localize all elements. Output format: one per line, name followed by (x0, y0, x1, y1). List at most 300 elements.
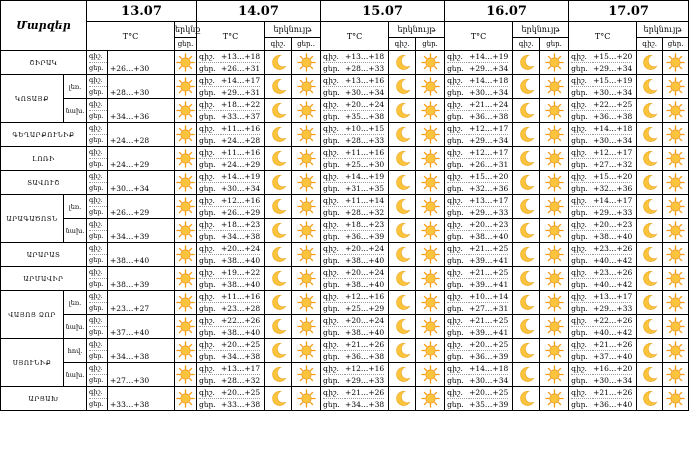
night-label: գիշ. (323, 340, 339, 349)
night-label: գիշ. (199, 220, 215, 229)
day-temp: +28…+33 (345, 64, 385, 73)
night-temp: +13…+17 (469, 196, 509, 205)
temp-range: +37…+40 (110, 327, 150, 337)
temp-range (569, 147, 637, 171)
temp-range (321, 243, 389, 267)
region-column-header: Մարզեր (1, 1, 87, 51)
sun-icon (663, 291, 689, 315)
moon-icon (637, 123, 663, 147)
day-label: ցեր. (199, 374, 221, 386)
temp-range (445, 147, 513, 171)
day-temp: +35…+38 (345, 112, 385, 121)
spacer (110, 364, 174, 375)
temp-values (469, 339, 508, 362)
sun-icon (292, 123, 321, 147)
day-temp: +30…+34 (469, 376, 509, 385)
temp-values (593, 195, 632, 218)
temp-values (345, 147, 384, 170)
sun-icon (175, 315, 197, 339)
time-labels (571, 219, 593, 242)
day-label: ցեր. (323, 134, 345, 146)
table-row (1, 267, 689, 291)
night-temp: +12…+16 (221, 196, 261, 205)
time-labels (199, 339, 221, 362)
night-temp: +23…+26 (593, 268, 633, 277)
sun-icon (663, 51, 689, 75)
temp-wrap (571, 51, 636, 74)
day-temp: +24…+28 (221, 136, 261, 145)
night-temp: +12…+17 (469, 148, 509, 157)
sun-icon (175, 267, 197, 291)
sun-icon (540, 99, 569, 123)
temp-wrap (447, 291, 512, 314)
night-label: գիշ. (89, 340, 103, 348)
night-label: գիշ. (571, 52, 587, 61)
night-label: գիշ. (199, 364, 215, 373)
day-temp: +33…+37 (221, 112, 261, 121)
sun-icon (416, 195, 445, 219)
night-label: գիշ. (89, 388, 103, 396)
sun-icon (292, 219, 321, 243)
sun-icon (175, 123, 197, 147)
table-row (1, 51, 689, 75)
spacer (110, 172, 174, 183)
time-labels (447, 291, 469, 314)
temp-header: T°C (197, 22, 265, 51)
temp-wrap (447, 51, 512, 74)
temp-values (345, 75, 384, 98)
temp-values (221, 195, 260, 218)
day-label: ցեր. (199, 278, 221, 290)
day-label: ցեր. (199, 134, 221, 146)
spacer (110, 52, 174, 63)
subregion-label: լեռ. (64, 75, 87, 99)
temp-values (593, 99, 632, 122)
spacer (110, 220, 174, 231)
temp-range (569, 291, 637, 315)
night-temp: +20…+24 (345, 100, 385, 109)
time-labels (323, 387, 345, 410)
temp-wrap (447, 147, 512, 170)
time-labels (447, 339, 469, 362)
time-labels (199, 99, 221, 122)
day-label: ցեր. (323, 110, 345, 122)
region-name: ԳԵՂԱՐՔՈՒՆԻՔ (1, 123, 87, 147)
night-label: գիշ. (199, 268, 215, 277)
table-row (1, 387, 689, 411)
night-label: գիշ. (447, 340, 463, 349)
temp-values (469, 267, 508, 290)
temp-wrap (323, 363, 388, 386)
sun-icon (292, 147, 321, 171)
night-temp: +20…+24 (345, 316, 385, 325)
region-name: ԱՐՄԱՎԻՐ (1, 267, 87, 291)
time-labels (571, 99, 593, 122)
temp-wrap (199, 171, 264, 194)
night-label: գիշ. (89, 148, 103, 156)
night-temp: +22…+26 (221, 316, 261, 325)
day-temp: +25…+30 (345, 160, 385, 169)
table-row (1, 99, 689, 123)
night-temp: +15…+19 (593, 76, 633, 85)
sun-icon (292, 363, 321, 387)
sun-icon (540, 219, 569, 243)
temp-header: T°C (445, 22, 513, 51)
moon-icon (265, 219, 292, 243)
moon-icon (389, 243, 416, 267)
day-temp: +30…+34 (593, 88, 633, 97)
region-name: ԱՐԱԳԱԾՈՏՆ (1, 195, 64, 243)
night-subheader: գիշ. (389, 38, 416, 51)
night-temp: +20…+24 (221, 244, 261, 253)
temp-wrap (323, 267, 388, 290)
temp-values (221, 243, 260, 266)
temp-wrap (199, 75, 264, 98)
moon-icon (513, 339, 540, 363)
day-label: ցեր. (323, 326, 345, 338)
night-temp: +19…+22 (221, 268, 261, 277)
temp-range (321, 291, 389, 315)
day-temp: +23…+28 (221, 304, 261, 313)
temp-wrap (323, 51, 388, 74)
night-label: գիշ. (323, 196, 339, 205)
temp-range (445, 387, 513, 411)
time-labels (199, 147, 221, 170)
night-temp: +21…+24 (469, 100, 509, 109)
region-name: ԼՈՌԻ (1, 147, 87, 171)
temp-values (593, 291, 632, 314)
day-label: ցեր. (571, 230, 593, 242)
time-labels (87, 195, 108, 219)
day-temp: +27…+31 (469, 304, 509, 313)
day-temp: +38…+40 (345, 280, 385, 289)
temp-values (221, 267, 260, 290)
day-temp: +35…+39 (469, 400, 509, 409)
temp-values (469, 147, 508, 170)
sun-icon (175, 99, 197, 123)
sky-header: երկնք (175, 22, 197, 38)
day-subheader: ցեր. (175, 38, 197, 51)
spacer (110, 148, 174, 159)
moon-icon (265, 99, 292, 123)
day-temp: +26…+31 (469, 160, 509, 169)
temp-range: +24…+28 (110, 135, 150, 145)
night-label: գիշ. (199, 340, 215, 349)
day-label: ցեր. (447, 110, 469, 122)
sun-icon (292, 291, 321, 315)
time-labels (571, 171, 593, 194)
temp-range (321, 171, 389, 195)
temp-range (108, 339, 175, 363)
night-label: գիշ. (447, 100, 463, 109)
day-temp: +34…+38 (221, 232, 261, 241)
time-labels (323, 315, 345, 338)
temp-wrap (447, 387, 512, 410)
day-temp: +36…+40 (593, 400, 633, 409)
moon-icon (637, 267, 663, 291)
day-temp: +38…+40 (593, 232, 633, 241)
night-label: գիշ. (89, 172, 103, 180)
moon-icon (637, 387, 663, 411)
moon-icon (513, 363, 540, 387)
sun-icon (663, 195, 689, 219)
temp-values (593, 387, 632, 410)
moon-icon (389, 123, 416, 147)
time-labels (199, 75, 221, 98)
sun-icon (175, 147, 197, 171)
temp-header: T°C (569, 22, 637, 51)
sun-icon (663, 219, 689, 243)
night-label: գիշ. (571, 100, 587, 109)
spacer (110, 340, 174, 351)
night-temp: +11…+16 (345, 148, 385, 157)
temp-range (321, 315, 389, 339)
temp-range: +34…+36 (110, 111, 150, 121)
day-label: ցեր. (447, 134, 469, 146)
date-header: 13.07 (87, 1, 197, 22)
temp-wrap (323, 291, 388, 314)
time-labels (323, 243, 345, 266)
day-temp: +40…+42 (593, 256, 633, 265)
night-temp: +14…+19 (469, 52, 509, 61)
temp-range (321, 123, 389, 147)
temp-wrap (571, 219, 636, 242)
temp-range (569, 75, 637, 99)
time-labels (447, 51, 469, 74)
day-label: ցեր. (571, 134, 593, 146)
day-label: ցեր. (571, 86, 593, 98)
temp-wrap (447, 195, 512, 218)
day-label: ցեր. (323, 302, 345, 314)
temp-values (221, 339, 260, 362)
night-label: գիշ. (199, 196, 215, 205)
sun-icon (540, 243, 569, 267)
day-label: ցեր. (199, 62, 221, 74)
table-row (1, 363, 689, 387)
day-temp: +28…+32 (221, 376, 261, 385)
temp-range (108, 171, 175, 195)
night-temp: +13…+17 (593, 292, 633, 301)
temp-range (108, 195, 175, 219)
temp-range: +26…+30 (110, 63, 150, 73)
sun-icon (416, 387, 445, 411)
day-label: ցեր. (199, 182, 221, 194)
moon-icon (637, 195, 663, 219)
night-temp: +21…+26 (345, 388, 385, 397)
night-temp: +20…+25 (469, 388, 509, 397)
sky-header: երկնույթ (513, 22, 569, 38)
sun-icon (175, 291, 197, 315)
temp-values (469, 291, 508, 314)
moon-icon (513, 195, 540, 219)
day-label: ցեր. (447, 374, 469, 386)
night-temp: +20…+25 (221, 388, 261, 397)
temp-values (345, 315, 384, 338)
time-labels (199, 387, 221, 410)
moon-icon (389, 267, 416, 291)
temp-wrap (571, 195, 636, 218)
day-label: ցեր. (571, 62, 593, 74)
day-label: ցեր. (571, 326, 593, 338)
sun-icon (175, 219, 197, 243)
night-temp: +23…+26 (593, 244, 633, 253)
temp-range (197, 267, 265, 291)
sun-icon (540, 267, 569, 291)
temp-values (469, 387, 508, 410)
night-label: գիշ. (323, 268, 339, 277)
sun-icon (540, 171, 569, 195)
day-label: ցեր. (89, 110, 107, 122)
night-temp: +20…+25 (221, 340, 261, 349)
night-label: գիշ. (447, 124, 463, 133)
temp-values (593, 123, 632, 146)
day-label: ցեր. (323, 182, 345, 194)
day-temp: +30…+34 (593, 376, 633, 385)
temp-range (197, 123, 265, 147)
night-temp: +11…+16 (221, 148, 261, 157)
region-name: ՏԱՎՈՒՇ (1, 171, 87, 195)
temp-values (221, 171, 260, 194)
temp-range (445, 195, 513, 219)
night-temp: +14…+19 (221, 172, 261, 181)
time-labels (199, 123, 221, 146)
moon-icon (513, 51, 540, 75)
night-label: գիշ. (89, 52, 103, 60)
day-label: ցեր. (447, 302, 469, 314)
time-labels (571, 195, 593, 218)
temp-range: +27…+30 (110, 375, 150, 385)
temp-values (221, 387, 260, 410)
sun-icon (540, 51, 569, 75)
temp-wrap (447, 243, 512, 266)
temp-range: +34…+39 (110, 231, 150, 241)
time-labels (571, 291, 593, 314)
day-temp: +36…+38 (593, 112, 633, 121)
night-temp: +21…+26 (593, 388, 633, 397)
time-labels (447, 363, 469, 386)
moon-icon (265, 123, 292, 147)
night-temp: +10…+14 (469, 292, 509, 301)
night-label: գիշ. (571, 172, 587, 181)
day-label: ցեր. (571, 302, 593, 314)
region-name: ԱՐՑԱԽ (1, 387, 87, 411)
sun-icon (416, 315, 445, 339)
night-label: գիշ. (323, 100, 339, 109)
time-labels (87, 75, 108, 99)
temp-range (197, 291, 265, 315)
sun-icon (416, 75, 445, 99)
night-label: գիշ. (447, 364, 463, 373)
time-labels (199, 315, 221, 338)
moon-icon (637, 363, 663, 387)
day-temp: +39…+41 (469, 256, 509, 265)
night-label: գիշ. (447, 220, 463, 229)
subregion-label: լեռ. (64, 291, 87, 315)
time-labels (571, 315, 593, 338)
temp-wrap (199, 243, 264, 266)
moon-icon (265, 339, 292, 363)
day-label: ցեր. (199, 86, 221, 98)
temp-range: +26…+29 (110, 207, 150, 217)
day-temp: +40…+42 (593, 328, 633, 337)
moon-icon (637, 315, 663, 339)
temp-values (345, 171, 384, 194)
night-temp: +18…+22 (221, 100, 261, 109)
day-label: ցեր. (89, 206, 107, 218)
temp-wrap (199, 387, 264, 410)
subregion-label: նախ. (64, 99, 87, 123)
temp-range (569, 51, 637, 75)
temp-header: T°C (321, 22, 389, 51)
spacer (110, 76, 174, 87)
temp-wrap (199, 339, 264, 362)
temp-range (445, 171, 513, 195)
temp-range: +38…+39 (110, 279, 150, 289)
moon-icon (389, 99, 416, 123)
sun-icon (292, 99, 321, 123)
day-temp: +29…+34 (469, 64, 509, 73)
day-label: ցեր. (89, 230, 107, 242)
night-label: գիշ. (447, 388, 463, 397)
day-label: ցեր. (199, 206, 221, 218)
night-label: գիշ. (323, 388, 339, 397)
temp-range (569, 123, 637, 147)
time-labels (571, 51, 593, 74)
temp-wrap (571, 75, 636, 98)
day-label: ցեր. (323, 278, 345, 290)
moon-icon (389, 387, 416, 411)
temp-wrap (199, 219, 264, 242)
temp-range (321, 51, 389, 75)
day-temp: +34…+38 (345, 400, 385, 409)
time-labels (447, 387, 469, 410)
temp-wrap (571, 291, 636, 314)
temp-values (221, 75, 260, 98)
temp-wrap (447, 363, 512, 386)
day-temp: +28…+33 (345, 136, 385, 145)
temp-range (445, 339, 513, 363)
day-label: ցեր. (89, 158, 107, 170)
night-label: գիշ. (571, 244, 587, 253)
sun-icon (292, 387, 321, 411)
night-label: գիշ. (571, 148, 587, 157)
sun-icon (540, 315, 569, 339)
sun-icon (663, 267, 689, 291)
temp-values (221, 219, 260, 242)
temp-wrap (323, 243, 388, 266)
temp-values (345, 51, 384, 74)
temp-wrap (323, 339, 388, 362)
temp-range (197, 195, 265, 219)
sky-header: երկնույթ (637, 22, 689, 38)
night-temp: +21…+25 (469, 244, 509, 253)
temp-wrap (571, 363, 636, 386)
temp-range (569, 171, 637, 195)
time-labels (323, 363, 345, 386)
table-row (1, 339, 689, 363)
moon-icon (637, 219, 663, 243)
night-label: գիշ. (571, 196, 587, 205)
moon-icon (265, 267, 292, 291)
temp-range (197, 171, 265, 195)
temp-range (569, 195, 637, 219)
date-header: 17.07 (569, 1, 689, 22)
temp-range (197, 147, 265, 171)
temp-wrap (447, 267, 512, 290)
temp-wrap (323, 99, 388, 122)
day-temp: +37…+40 (593, 352, 633, 361)
day-label: ցեր. (323, 86, 345, 98)
